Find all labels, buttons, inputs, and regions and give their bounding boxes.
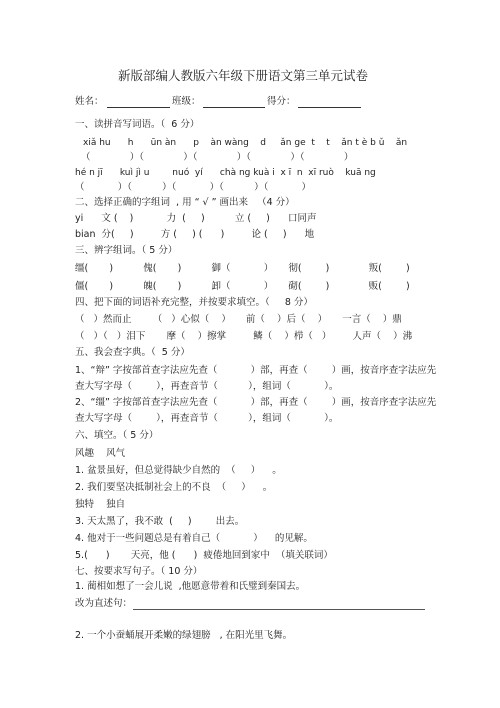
section-6-q4[interactable]: 4. 他对于一些问题总是有着自己（ ） 的见解。 xyxy=(75,533,313,544)
section-4-heading: 四、把下面的词语补充完整，并按要求填空。（ 8 分） xyxy=(75,297,313,308)
name-field[interactable] xyxy=(107,107,170,108)
section-7-q2: 2. 一个小蚕蛹展开柔嫩的绿翅膀 , 在阳光里飞舞。 xyxy=(75,630,293,641)
section-5-q2-line-2[interactable]: 查大写字母（ ），再查音节（ ），组词（ ）。 xyxy=(75,413,339,424)
score-field[interactable] xyxy=(298,107,361,108)
section-7-heading: 七、按要求写句子。（ 10 分） xyxy=(75,566,203,577)
section-6-q2[interactable]: 2. 我们要坚决抵制社会上的不良 （ ） 。 xyxy=(75,482,273,493)
section-5-q1-line-2[interactable]: 查大写字母（ ），再查音节（ ），组词（ ）。 xyxy=(75,381,339,392)
section-7-q1: 1. 蔺相如想了一会儿说 ,他愿意带着和氏璧到秦国去。 xyxy=(75,581,306,592)
score-label: 得分： xyxy=(267,96,296,107)
section-5-q2-line-1[interactable]: 2、“缰” 字按部首查字法应先查（ ）部，再查（ ）画，按音序查字法应先 xyxy=(75,397,437,408)
section-3-row-2[interactable]: 僵( ) 魄( ) 卸（ ） 砌( ) 贩( ) xyxy=(75,281,410,292)
section-6-q3[interactable]: 3. 天太黑了，我不敢 ( ) 出去。 xyxy=(75,516,245,527)
section-6-heading: 六、填空。（ 5 分） xyxy=(75,430,159,441)
direct-speech-label: 改为直述句： xyxy=(75,598,133,609)
pinyin-row-1: xiǎ hu h ūn àn p àn wàng d ǎn ge t t ǎn t è b ǔ ǎn xyxy=(83,138,408,148)
section-5-heading: 五、我会查字典。（ 5 分） xyxy=(75,347,190,358)
answer-row-2[interactable]: （ ）（ ）（ ）（ ）（ ） xyxy=(75,182,312,193)
pinyin-row-2: hé n jī kuì jì u nuó yí chà ng kuà i x ī n xī ruò kuā ng xyxy=(75,168,376,178)
name-label: 姓名： xyxy=(75,96,104,107)
word-choices-2: 独特 独自 xyxy=(75,499,126,510)
section-2-row-2[interactable]: bian 分( ) 方 ( ) ( ) 论 ( ) 地 xyxy=(75,229,315,240)
section-6-q5[interactable]: 5.( ) 天亮，他 ( ) 疲倦地回到家中 （填关联词） xyxy=(75,550,333,561)
section-2-row-1[interactable]: yi 文 ( ) 力 ( ) 立 ( ) 口同声 xyxy=(75,213,317,224)
section-4-row-2[interactable]: （ ）（ ）泪下 摩（ ）擦掌 鳞（ ）栉（ ） 人声（ ）沸 xyxy=(75,331,413,342)
answer-row-1[interactable]: （ ）（ ）（ ）（ ）（ ） xyxy=(75,152,354,163)
word-choices-1: 风趣 风气 xyxy=(75,448,126,459)
section-1-heading: 一、读拼音写词语。（ 6 分） xyxy=(75,119,200,130)
class-field[interactable] xyxy=(203,107,265,108)
section-3-row-1[interactable]: 缰( ) 傀( ) 御（ ） 彻( ) 叛( ) xyxy=(75,263,410,274)
section-3-heading: 三、辨字组词。（ 5 分） xyxy=(75,245,178,256)
section-5-q1-line-1[interactable]: 1、“辩” 字按部首查字法应先查（ ）部，再查（ ）画，按音序查字法应先 xyxy=(75,365,437,376)
section-4-row-1[interactable]: （ ）然而止 （ ）心似（ ） 前（ ）后（ ） 一言（ ）鼎 xyxy=(75,314,402,325)
page-title: 新版部编人教版六年级下册语文第三单元试卷 xyxy=(118,68,369,83)
class-label: 班级： xyxy=(172,96,201,107)
section-6-q1[interactable]: 1. 盆景虽好，但总觉得缺少自然的 （ ） 。 xyxy=(75,465,282,476)
section-2-heading: 二、选择正确的字组词 , 用 “ √ ” 画出来 （4 分） xyxy=(75,197,295,208)
direct-speech-answer-line[interactable] xyxy=(133,609,425,610)
